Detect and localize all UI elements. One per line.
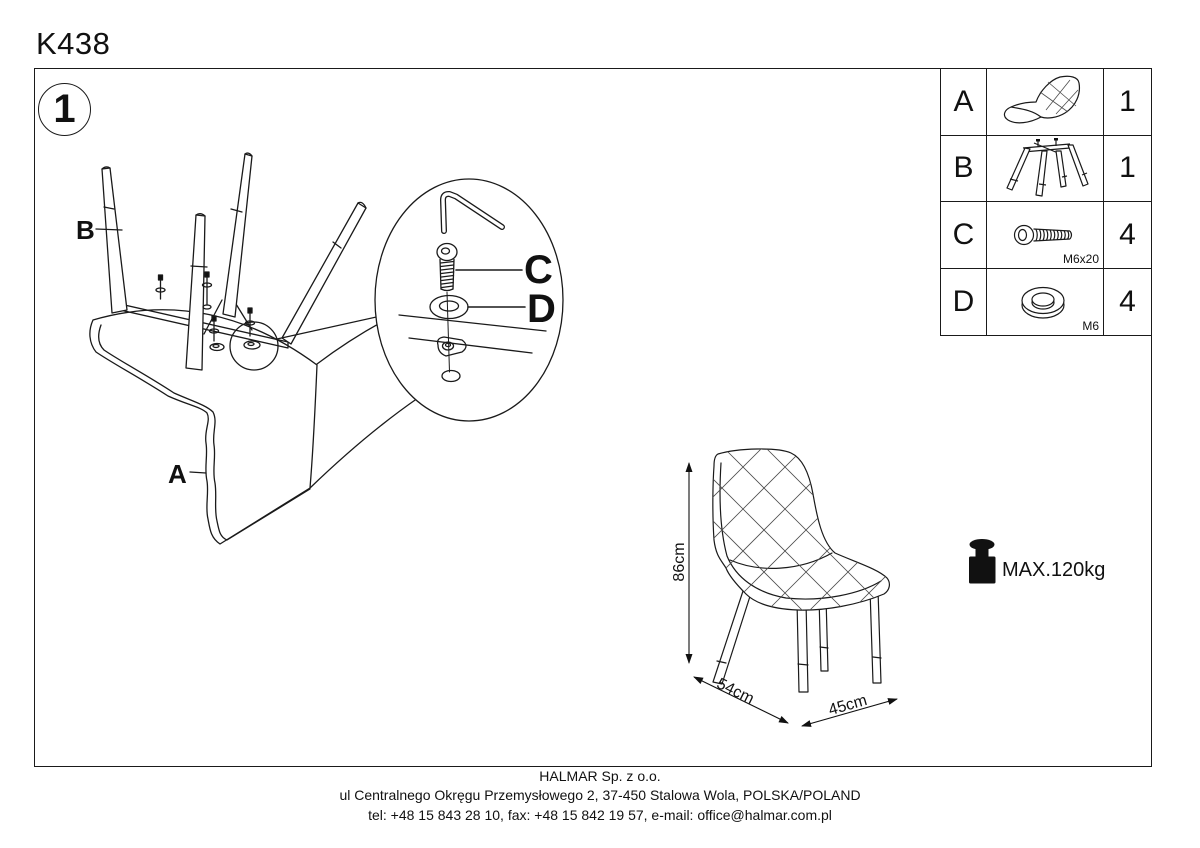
part-b-label: B (76, 215, 95, 245)
footer-address: ul Centralnego Okręgu Przemysłowego 2, 37-450 Stalowa Wola, POLSKA/POLAND (339, 787, 861, 804)
footer-company: HALMAR Sp. z o.o. (539, 768, 661, 784)
part-qty: 4 (1119, 284, 1136, 318)
part-image-cell (986, 69, 1104, 135)
kettlebell-weight-icon (969, 539, 996, 584)
part-a-label: A (168, 459, 187, 489)
depth-dimension: 54cm (713, 675, 757, 708)
leg-frame-icon (998, 138, 1093, 198)
max-load-label: MAX.120kg (1002, 559, 1106, 581)
part-id: A (953, 84, 974, 118)
part-image-cell (986, 269, 1104, 336)
part-qty: 4 (1119, 217, 1136, 251)
washer-icon (1020, 281, 1070, 323)
side-view-drawing (600, 240, 920, 848)
width-dimension: 45cm (826, 691, 870, 720)
part-qty: 1 (1119, 84, 1136, 118)
table-row (941, 69, 1151, 136)
seat-shell-icon (998, 74, 1093, 130)
part-image-cell (986, 136, 1104, 202)
table-row (941, 269, 1151, 336)
table-row (941, 202, 1151, 269)
washer-d-label: D (527, 287, 556, 331)
main-assembly-drawing (90, 153, 418, 544)
table-row (941, 136, 1151, 203)
part-id: B (953, 151, 974, 185)
page-title: K438 (36, 26, 111, 61)
screw-c-label: C (524, 248, 553, 292)
part-id: D (952, 284, 975, 318)
screw-icon (1013, 220, 1077, 250)
part-spec: M6 (1082, 319, 1099, 333)
part-qty: 1 (1119, 151, 1136, 185)
height-dimension: 86cm (671, 542, 688, 582)
step-number: 1 (53, 87, 76, 131)
part-id: C (952, 217, 975, 251)
part-image-cell (986, 202, 1104, 268)
footer-contact: tel: +48 15 843 28 10, fax: +48 15 842 19 57, e-mail: office@halmar.com.pl (368, 806, 832, 823)
part-spec: M6x20 (1062, 251, 1099, 266)
parts-table (940, 68, 1152, 336)
footer (0, 767, 1200, 825)
